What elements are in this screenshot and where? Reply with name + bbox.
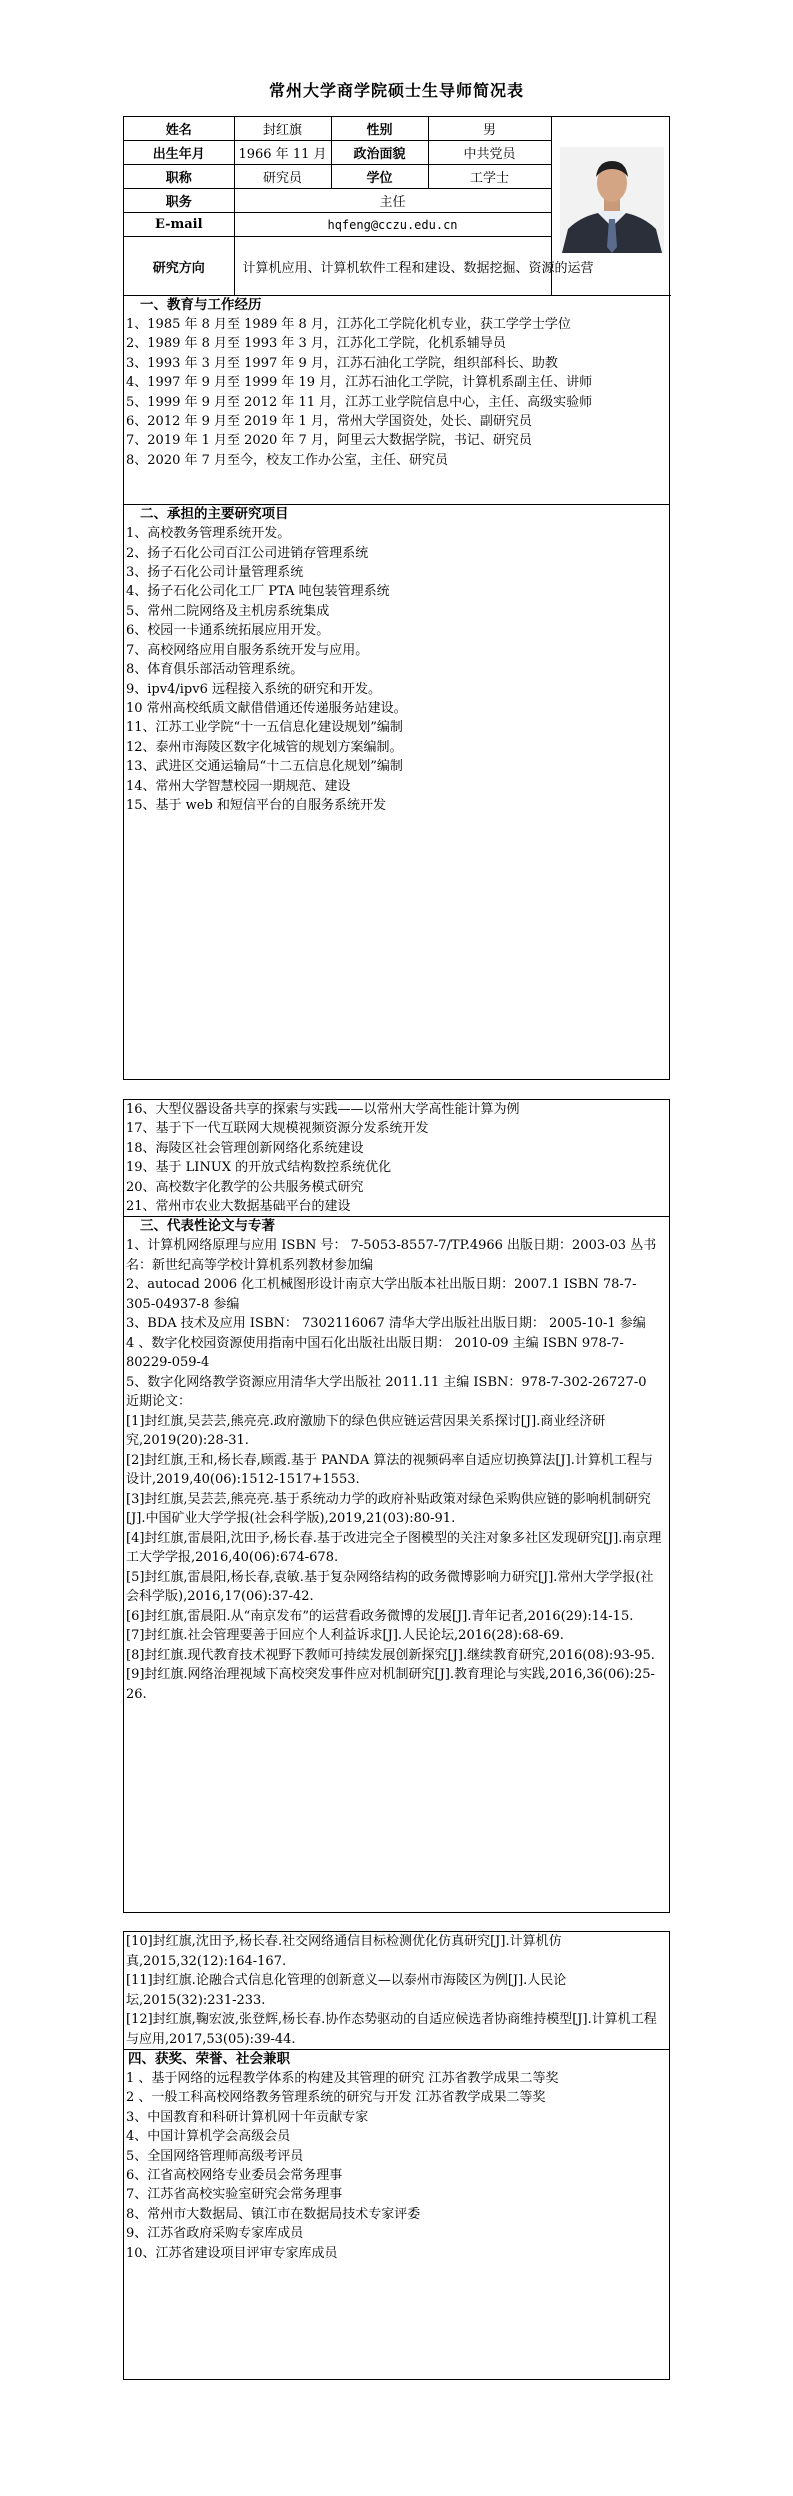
list-item: 1、高校教务管理系统开发。 xyxy=(126,526,291,542)
list-item: 9、ipv4/ipv6 远程接入系统的研究和开发。 xyxy=(126,681,381,697)
list-item: 5、1999 年 9 月至 2012 年 11 月，江苏工业学院信息中心，主任、高级实验师 xyxy=(126,394,593,410)
list-item: 5、数字化网络教学资源应用清华大学出版社 2011.11 主编 ISBN：978-7-302-26727-0 xyxy=(126,1374,647,1390)
gender-label: 性别 xyxy=(331,117,428,141)
list-item: [4]封红旗,雷晨阳,沈田予,杨长春.基于改进完全子图模型的关注对象多社区发现研究[J].南京理工大学学报,2016,40(06):674-678. xyxy=(126,1530,662,1566)
name-label: 姓名 xyxy=(124,117,234,141)
papers-heading: 三、代表性论文与专著 xyxy=(140,1218,275,1235)
list-item: 2、1989 年 8 月至 1993 年 3 月，江苏化工学院，化机系辅导员 xyxy=(126,336,506,352)
email-value: hqfeng@cczu.edu.cn xyxy=(234,213,551,237)
list-item: 20、高校数字化教学的公共服务模式研究 xyxy=(126,1179,364,1195)
list-item: [8]封红旗.现代教育技术视野下教师可持续发展创新探究[J].继续教育研究,2016(08):93-95. xyxy=(126,1647,655,1663)
list-item: 17、基于下一代互联网大规模视频资源分发系统开发 xyxy=(126,1121,429,1137)
research-label: 研究方向 xyxy=(124,237,234,296)
list-item: 2、扬子石化公司百江公司进销存管理系统 xyxy=(126,545,369,561)
list-item: 4、扬子石化公司化工厂 PTA 吨包装管理系统 xyxy=(126,584,390,600)
title-value: 研究员 xyxy=(234,165,331,189)
list-item: 12、泰州市海陵区数字化城管的规划方案编制。 xyxy=(126,739,403,755)
awards-section xyxy=(124,2049,669,2263)
title-label: 职称 xyxy=(124,165,234,189)
list-item: 4 、数字化校园资源使用指南中国石化出版社出版日期： 2010-09 主编 ISBN 978-7-80229-059-4 xyxy=(126,1335,624,1371)
list-item: 6、2012 年 9 月至 2019 年 1 月，常州大学国资处，处长、副研究员 xyxy=(126,414,532,430)
list-item: 19、基于 LINUX 的开放式结构数控系统优化 xyxy=(126,1160,392,1176)
list-item: [9]封红旗.网络治理视域下高校突发事件应对机制研究[J].教育理论与实践,2016,36(06):25-26. xyxy=(126,1667,655,1702)
list-item: 11、江苏工业学院“十一五信息化建设规划”编制 xyxy=(126,720,403,736)
list-item: 13、武进区交通运输局“十二五信息化规划”编制 xyxy=(126,759,403,775)
list-item: [2]封红旗,王和,杨长春,顾霞.基于 PANDA 算法的视频码率自适应切换算法[J].计算机工程与设计,2019,40(06):1512-1517+1553. xyxy=(126,1452,653,1488)
list-item: 7、高校网络应用自服务系统开发与应用。 xyxy=(126,642,369,658)
list-item: 3、扬子石化公司计量管理系统 xyxy=(126,565,304,581)
list-item: 10、江苏省建设项目评审专家库成员 xyxy=(126,2245,338,2261)
list-item: 6、江省高校网络专业委员会常务理事 xyxy=(126,2168,343,2184)
photo-cell xyxy=(551,117,671,296)
name-value: 封红旗 xyxy=(234,117,331,141)
list-item: [12]封红旗,鞠宏波,张登辉,杨长春.协作态势驱动的自适应候选者协商维持模型[J].计算机工程与应用,2017,53(05):39-44. xyxy=(126,2012,657,2047)
list-item: 1、计算机网络原理与应用 ISBN 号： 7-5053-8557-7/TP.4966 出版日期：2003-03 丛书名：新世纪高等学校计算机系列教材参加编 xyxy=(126,1238,657,1273)
page-title: 常州大学商学院硕士生导师简况表 xyxy=(268,81,524,100)
birth-label: 出生年月 xyxy=(124,141,234,165)
birth-value: 1966 年 11 月 xyxy=(234,141,331,165)
projects-heading: 二、承担的主要研究项目 xyxy=(140,506,289,523)
position-value: 主任 xyxy=(234,189,551,213)
papers-section xyxy=(124,1216,669,1704)
list-item: 2 、一般工科高校网络教务管理系统的研究与开发 江苏省教学成果二等奖 xyxy=(126,2090,546,2106)
list-item: 7、2019 年 1 月至 2020 年 7 月，阿里云大数据学院，书记、研究员 xyxy=(126,433,532,449)
list-item: [7]封红旗.社会管理要善于回应个人利益诉求[J].人民论坛,2016(28):68-69. xyxy=(126,1628,564,1644)
list-item: [11]封红旗.论融合式信息化管理的创新意义—以泰州市海陵区为例[J].人民论坛,2015(32):231-233. xyxy=(126,1973,567,2008)
list-item: 10 常州高校纸质文献借借通还传递服务站建设。 xyxy=(126,700,407,716)
list-item: 1 、基于网络的远程教学体系的构建及其管理的研究 江苏省教学成果二等奖 xyxy=(126,2071,559,2086)
list-item: 4、1997 年 9 月至 1999 年 19 月，江苏石油化工学院，计算机系副主任、讲师 xyxy=(126,375,593,391)
political-value: 中共党员 xyxy=(428,141,551,165)
papers-section-cont xyxy=(124,1932,669,2049)
list-item: [10]封红旗,沈田予,杨长春.社交网络通信目标检测优化仿真研究[J].计算机仿真,2015,32(12):164-167. xyxy=(126,1934,562,1969)
profile-block-1 xyxy=(123,116,670,1080)
profile-block-3 xyxy=(123,1931,670,2380)
list-item: [5]封红旗,雷晨阳,杨长春,袁敏.基于复杂网络结构的政务微博影响力研究[J].常州大学学报(社会科学版),2016,17(06):37-42. xyxy=(126,1569,654,1605)
email-label: E-mail xyxy=(124,213,234,237)
list-item: 3、BDA 技术及应用 ISBN： 7302116067 清华大学出版社出版日期： 2005-10-1 参编 xyxy=(126,1316,646,1332)
education-heading: 一、教育与工作经历 xyxy=(140,297,262,313)
list-item: 1、1985 年 8 月至 1989 年 8 月，江苏化工学院化机专业，获工学学士学位 xyxy=(126,317,571,332)
list-item: 5、全国网络管理师高级考评员 xyxy=(126,2148,304,2164)
list-item: 5、常州二院网络及主机房系统集成 xyxy=(126,603,330,619)
list-item: 3、1993 年 3 月至 1997 年 9 月，江苏石油化工学院，组织部科长、助教 xyxy=(126,355,558,371)
list-item: 18、海陵区社会管理创新网络化系统建设 xyxy=(126,1140,364,1156)
profile-table xyxy=(124,117,671,296)
list-item: [3]封红旗,吴芸芸,熊亮亮.基于系统动力学的政府补贴政策对绿色采购供应链的影响机制研究[J].中国矿业大学学报(社会科学版),2019,21(03):80-91. xyxy=(126,1491,651,1527)
list-item: 4、中国计算机学会高级会员 xyxy=(126,2129,291,2145)
degree-value: 工学士 xyxy=(428,165,551,189)
education-section xyxy=(124,296,669,504)
list-item: 8、体育俱乐部活动管理系统。 xyxy=(126,662,304,678)
position-label: 职务 xyxy=(124,189,234,213)
research-value: 计算机应用、计算机软件工程和建设、数据挖掘、资源的运营 xyxy=(234,237,551,296)
list-item: 2、autocad 2006 化工机械图形设计南京大学出版本社出版日期：2007.1 ISBN 78-7-305-04937-8 参编 xyxy=(126,1277,637,1312)
list-item: 16、大型仪器设备共享的探索与实践——以常州大学高性能计算为例 xyxy=(126,1102,520,1117)
list-item: 8、2020 年 7 月至今，校友工作办公室，主任、研究员 xyxy=(126,452,449,468)
degree-label: 学位 xyxy=(331,165,428,189)
list-item: 8、常州市大数据局、镇江市在数据局技术专家评委 xyxy=(126,2206,421,2222)
list-item: 3、中国教育和科研计算机网十年贡献专家 xyxy=(126,2109,369,2125)
list-item: 14、常州大学智慧校园一期规范、建设 xyxy=(126,778,351,794)
list-item: 7、江苏省高校实验室研究会常务理事 xyxy=(126,2187,343,2203)
projects-section xyxy=(124,504,669,815)
list-item: 6、校园一卡通系统拓展应用开发。 xyxy=(126,623,330,639)
list-item: 21、常州市农业大数据基础平台的建设 xyxy=(126,1199,351,1215)
portrait-photo xyxy=(560,147,664,253)
list-item: 15、基于 web 和短信平台的自服务系统开发 xyxy=(126,797,386,813)
list-item: [6]封红旗,雷晨阳.从“南京发布”的运营看政务微博的发展[J].青年记者,2016(29):14-15. xyxy=(126,1608,634,1624)
profile-block-2 xyxy=(123,1099,670,1913)
list-item: [1]封红旗,吴芸芸,熊亮亮.政府激励下的绿色供应链运营因果关系探讨[J].商业经济研究,2019(20):28-31. xyxy=(126,1413,606,1449)
gender-value: 男 xyxy=(428,117,551,141)
list-item: 9、江苏省政府采购专家库成员 xyxy=(126,2226,304,2242)
projects-section-cont xyxy=(124,1100,669,1216)
list-item: 近期论文： xyxy=(126,1394,192,1410)
political-label: 政治面貌 xyxy=(331,141,428,165)
awards-heading: 四、获奖、荣誉、社会兼职 xyxy=(128,2051,290,2067)
